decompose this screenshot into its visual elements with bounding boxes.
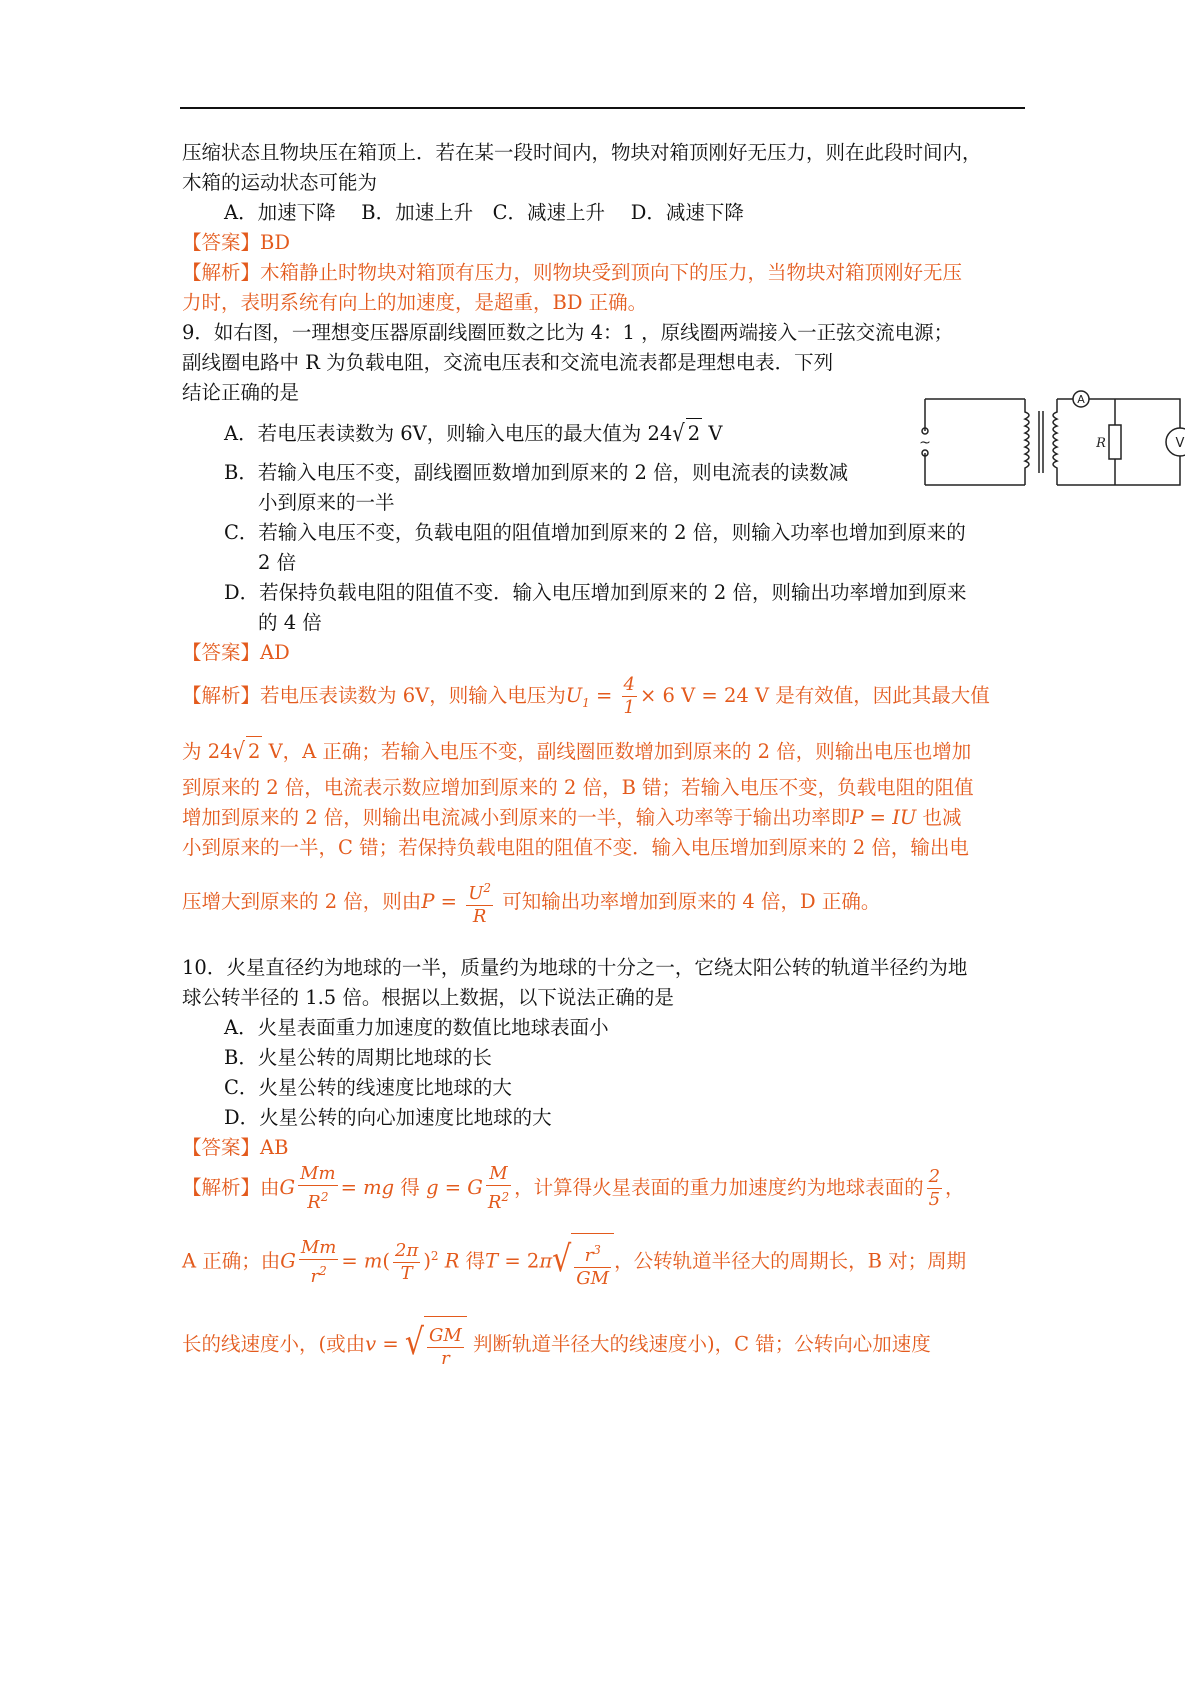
radicand: 2	[686, 418, 702, 449]
header-rule	[180, 107, 1025, 109]
explain-text: 得	[465, 1249, 486, 1273]
explain-text: ，计算得火星表面的重力加速度约为地球表面的	[514, 1176, 924, 1199]
q9-explain-line-5: 小到原来的一半，C 错；若保持负载电阻的阻值不变．输入电压增加到原来的 2 倍，输出电	[182, 836, 969, 859]
q9-stem-line-1: 9．如右图，一理想变压器原副线圈匝数之比为 4：1 ，原线圈两端接入一正弦交流电源；	[182, 321, 954, 344]
ammeter-icon: A	[1077, 393, 1085, 406]
explain-text: 若电压表读数为 6V，则输入电压为	[260, 684, 566, 707]
q10-explain-line-3: 长的线速度小，(或由v = √ $\frac{GM}{r}$ 判断轨道半径大的线速度小)，C 错；公转向心加速度	[182, 1313, 931, 1377]
explain-text: 为 24	[182, 740, 233, 763]
q9-option-b-line-2: 小到原来的一半	[258, 491, 395, 514]
q9-option-c-line-2: 2 倍	[258, 551, 297, 574]
q10-option-a: A．火星表面重力加速度的数值比地球表面小	[224, 1016, 609, 1039]
q10-option-b: B．火星公转的周期比地球的长	[224, 1046, 492, 1069]
radicand: 2	[246, 736, 262, 767]
answer-value: BD	[260, 231, 290, 254]
fraction-2pi-over-t: $\frac{2\pi}{T}$	[395, 1239, 419, 1284]
answer-tag: 【答案】	[182, 641, 261, 664]
fraction-u2-over-r: $\frac{U^2}{R}$	[466, 877, 493, 928]
fraction-4-over-1: $\frac{4}{1}$	[623, 674, 635, 718]
answer-tag: 【答案】	[182, 1136, 261, 1159]
fraction-2-over-5: $\frac{2}{5}$	[928, 1166, 941, 1210]
explain-text: 得	[400, 1176, 420, 1199]
explain-text: 增加到原来的 2 倍，则输出电流减小到原来的一半，输入功率等于输出功率即	[182, 806, 851, 829]
fraction-m-over-r2: $\frac{M}{R^2}$	[487, 1163, 510, 1213]
explain-text: V，A 正确；若输入电压不变，副线圈匝数增加到原来的 2 倍，则输出电压也增加	[262, 740, 972, 763]
q9-answer	[182, 638, 290, 668]
unit: V	[702, 422, 723, 445]
q9-option-b-line-1: B．若输入电压不变，副线圈匝数增加到原来的 2 倍，则电流表的读数减	[224, 461, 849, 484]
sqrt-gm-over-r: √ $\frac{GM}{r}$	[405, 1313, 467, 1377]
voltmeter-icon: V	[1175, 436, 1185, 451]
answer-tag: 【答案】	[182, 231, 261, 254]
explain-tag: 【解析】	[182, 1176, 261, 1199]
explain-text: 是有效值，因此其最大值	[769, 684, 990, 707]
explain-text: 长的线速度小，(或由	[182, 1332, 366, 1356]
q8-explain-line-2: 力时，表明系统有向上的加速度，是超重，BD 正确。	[182, 291, 648, 314]
q9-option-c-line-1: C．若输入电压不变，负载电阻的阻值增加到原来的 2 倍，则输入功率也增加到原来的	[224, 521, 966, 544]
explain-text: 也减	[916, 806, 962, 829]
explain-text: ，公转轨道半径大的周期长，B 对；周期	[614, 1249, 967, 1273]
option-a-text: A．若电压表读数为 6V，则输入电压的最大值为 24	[224, 422, 673, 445]
q10-stem-line-1: 10．火星直径约为地球的一半，质量约为地球的十分之一，它绕太阳公转的轨道半径约为地	[182, 956, 968, 979]
answer-value: AB	[260, 1136, 289, 1159]
q10-answer	[182, 1133, 288, 1163]
q8-stem-line-2: 木箱的运动状态可能为	[182, 171, 378, 194]
q9-explain-line-1: 【解析】若电压表读数为 6V，则输入电压为$U_1$ = $\frac{4}{1}$ × 6 V = 24 V 是有效值，因此其最大值	[182, 674, 990, 718]
explain-tag: 【解析】	[182, 684, 261, 707]
q9-option-d-line-1: D．若保持负载电阻的阻值不变．输入电压增加到原来的 2 倍，则输出功率增加到原来	[224, 581, 967, 604]
q9-stem-line-2: 副线圈电路中 R 为负载电阻，交流电压表和交流电流表都是理想电表．下列	[182, 351, 834, 374]
transformer-circuit-diagram	[915, 387, 1185, 497]
explain-text: 木箱静止时物块对箱顶有压力，则物块受到顶向下的压力，当物块对箱顶刚好无压	[260, 261, 963, 284]
math-p-iu: P	[850, 806, 864, 829]
ac-source-icon: ~	[919, 435, 931, 451]
explain-text: A 正确；由	[182, 1249, 281, 1273]
resistor-label: R	[1096, 436, 1106, 451]
explain-text: 可知输出功率增加到原来的 4 倍，D 正确。	[496, 890, 881, 913]
q10-option-c: C．火星公转的线速度比地球的大	[224, 1076, 512, 1099]
fraction-mm-over-r2-small: $\frac{Mm}{r^2}$	[300, 1236, 337, 1287]
q9-option-d-line-2: 的 4 倍	[258, 611, 322, 634]
q10-explain-line-1: 【解析】由G $\frac{Mm}{R^2}$ = mg 得 g = G $\frac{M}{R^2}$ ，计算得火星表面的重力加速度约为地球表面的 $\frac{2}{5}$ ，	[182, 1163, 965, 1213]
radical-sign: √	[672, 419, 685, 448]
q10-option-d: D．火星公转的向心加速度比地球的大	[224, 1106, 552, 1129]
explain-tag: 【解析】	[182, 261, 261, 284]
radical-sign: √	[232, 737, 245, 766]
q8-answer	[182, 228, 290, 258]
q8-explain-line-1	[182, 258, 962, 288]
q9-explain-line-3: 到原来的 2 倍，电流表示数应增加到原来的 2 倍，B 错；若输入电压不变，负载电阻的阻值	[182, 776, 974, 799]
explain-text: 压增大到原来的 2 倍，则由	[182, 890, 422, 913]
q9-stem-line-3: 结论正确的是	[182, 381, 300, 404]
math-u1: $U_1$	[565, 684, 590, 710]
explain-text: 判断轨道半径大的线速度小)，C 错；公转向心加速度	[473, 1332, 931, 1356]
sqrt-r3-over-gm: √ $\frac{r^3}{GM}$	[552, 1230, 614, 1294]
q9-explain-line-2	[182, 736, 971, 767]
q8-stem-line-1: 压缩状态且物块压在箱顶上．若在某一段时间内，物块对箱顶刚好无压力，则在此段时间内，	[182, 141, 982, 164]
fraction-mm-over-r2: $\frac{Mm}{R^2}$	[300, 1163, 336, 1213]
explain-text: 由	[260, 1176, 280, 1199]
q9-explain-line-6: 压增大到原来的 2 倍，则由P = $\frac{U^2}{R}$ 可知输出功率增加到原来的 4 倍，D 正确。	[182, 874, 880, 930]
answer-value: AD	[260, 641, 290, 664]
q9-explain-line-4: 增加到原来的 2 倍，则输出电流减小到原来的一半，输入功率等于输出功率即P = IU 也减	[182, 806, 962, 829]
q9-option-a	[224, 418, 722, 449]
q8-options: A．加速下降 B．加速上升 C．减速上升 D．减速下降	[224, 201, 744, 224]
q10-explain-line-2: A 正确；由G $\frac{Mm}{r^2}$ = m( $\frac{2\pi}{T}$ )$^2$ R 得T = 2π√ $\frac{r^3}{GM}$ ，公转轨道半径大的周期长，B 对；周期	[182, 1226, 966, 1294]
q10-stem-line-2: 球公转半径的 1.5 倍。根据以上数据，以下说法正确的是	[182, 986, 674, 1009]
explain-text: ，	[945, 1176, 965, 1199]
